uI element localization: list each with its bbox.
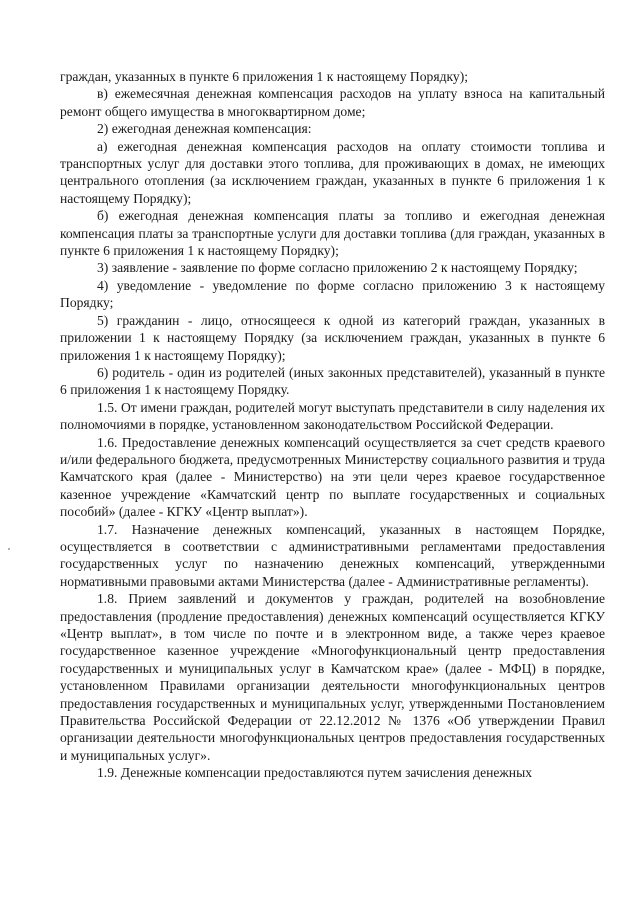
paragraph: а) ежегодная денежная компенсация расходов на оплату стоимости топлива и транспортных услуг для доставки этого топлива, для проживающих в домах, не имеющих центрального отопления (за исключением граждан, указанных в пункте 6 приложения 1 к настоящему Порядку);: [60, 138, 605, 206]
paragraph: 1.7. Назначение денежных компенсаций, указанных в настоящем Порядке, осуществляется в соответствии с административными регламентами предоставления государственных услуг по назначению денежных компенсаций, утвержденными нормативными правовыми актами Министерства (далее - Административные регламенты).: [60, 521, 605, 589]
paragraph: 1.8. Прием заявлений и документов у граждан, родителей на возобновление предоставления (продление предоставления) денежных компенсаций осуществляется КГКУ «Центр выплат», в том числе по почте и в электронном виде, а также через краевое государственное казенное учреждение «Многофункциональный центр предоставления государственных и муниципальных услуг в Камчатском крае» (далее - МФЦ) в порядке, установленном Правилами организации деятельности многофункциональных центров предоставления государственных и муниципальных услуг, утвержденными Постановлением Правительства Российской Федерации от 22.12.2012 № 1376 «Об утверждении Правил организации деятельности многофункциональных центров предоставления государственных и муниципальных услуг».: [60, 591, 605, 763]
paragraph: 5) гражданин - лицо, относящееся к одной из категорий граждан, указанных в приложении 1 к настоящему Порядку (за исключением граждан, указанных в пункте 6 приложения 1 к настоящему Порядку);: [60, 312, 605, 363]
paragraph: граждан, указанных в пункте 6 приложения 1 к настоящему Порядку);: [60, 69, 469, 84]
paragraph: 4) уведомление - уведомление по форме согласно приложению 3 к настоящему Порядку;: [60, 277, 605, 311]
paragraph: 2) ежегодная денежная компенсация:: [97, 121, 312, 137]
paragraph: 1.5. От имени граждан, родителей могут выступать представители в силу наделения их полномочиями в порядке, установленном законодательством Российской Федерации.: [60, 399, 605, 433]
paragraph: 1.6. Предоставление денежных компенсаций осуществляется за счет средств краевого и/или федерального бюджета, предусмотренных Министерству социального развития и труда Камчатского края (далее - Министерство) на эти цели через краевое государственное казенное учреждение «Камчатский центр по выплате государственных и социальных пособий» (далее - КГКУ «Центр выплат»).: [60, 434, 605, 520]
paragraph: б) ежегодная денежная компенсация платы за топливо и ежегодная денежная компенсация платы за транспортные услуги для доставки топлива (для граждан, указанных в пункте 6 приложения 1 к настоящему Порядку);: [60, 208, 605, 259]
paragraph: 6) родитель - один из родителей (иных законных представителей), указанный в пункте 6 приложения 1 к настоящему Порядку.: [60, 364, 605, 398]
scan-speck: [8, 548, 10, 550]
paragraph: 1.9. Денежные компенсации предоставляются путем зачисления денежных: [97, 765, 533, 781]
paragraph: 3) заявление - заявление по форме согласно приложению 2 к настоящему Порядку;: [97, 260, 578, 276]
document-body: [60, 68, 605, 782]
paragraph: в) ежемесячная денежная компенсация расходов на уплату взноса на капитальный ремонт общего имущества в многоквартирном доме;: [60, 86, 605, 119]
